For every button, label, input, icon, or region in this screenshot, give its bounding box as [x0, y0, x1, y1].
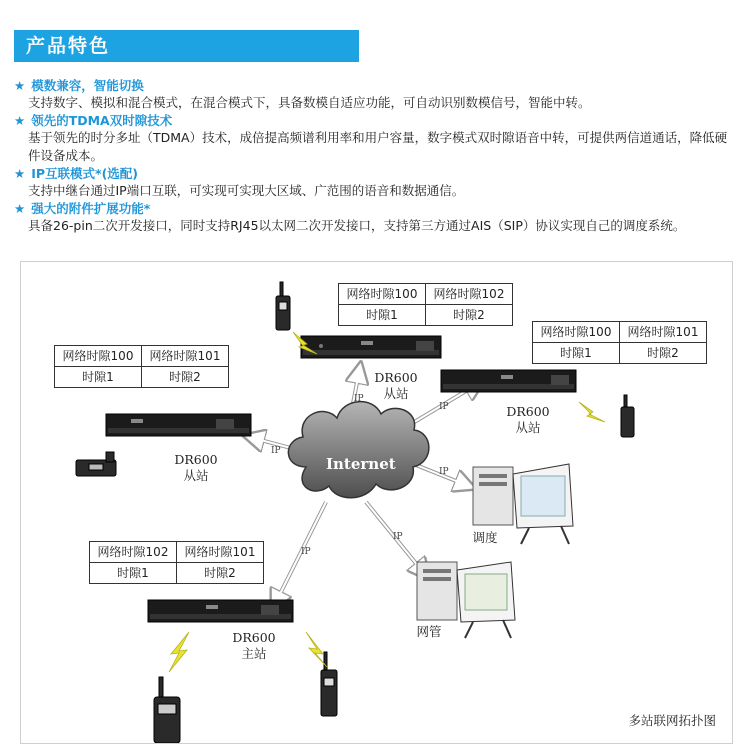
station-label-top: DR600 从站: [374, 370, 418, 401]
feature-item: [14, 165, 739, 200]
feature-list: [14, 77, 739, 235]
repeater-top: [301, 336, 441, 358]
timeslot-table-left: 网络时隙100 网络时隙101 时隙1 时隙2: [54, 345, 229, 388]
timeslot-table-top: 网络时隙100 网络时隙102 时隙1 时隙2: [338, 283, 513, 326]
feature-desc: 基于领先的时分多址（TDMA）技术，成倍提高频谱利用率和用户容量，数字模式双时隙语音中转，可提供两信道通话，降低硬件设备成本。: [28, 130, 728, 163]
feature-title: IP互联模式*(选配): [31, 166, 138, 181]
ip-label: IP: [271, 446, 281, 456]
star-icon: ★: [14, 166, 26, 181]
star-icon: ★: [14, 201, 26, 216]
ip-label: IP: [354, 394, 364, 404]
star-icon: ★: [14, 113, 26, 128]
feature-item: [14, 112, 739, 165]
diagram-caption: 多站联网拓扑图: [628, 713, 716, 728]
station-label-main: DR600 主站: [232, 630, 276, 661]
internet-label: Internet: [326, 455, 396, 473]
feature-title: 模数兼容，智能切换: [31, 78, 144, 93]
radio-handheld-top: [276, 282, 290, 330]
ip-label: IP: [439, 402, 449, 412]
netmgmt-label: 网管: [416, 624, 442, 639]
network-topology-diagram: [20, 261, 733, 744]
radio-handheld-bottom-right: [321, 652, 337, 716]
feature-item: [14, 200, 739, 235]
radio-handheld-right: [621, 395, 634, 437]
timeslot-table-right: 网络时隙100 网络时隙101 时隙1 时隙2: [532, 321, 707, 364]
repeater-left: [106, 414, 251, 436]
timeslot-table-bottom: 网络时隙102 网络时隙101 时隙1 时隙2: [89, 541, 264, 584]
radio-mobile-left: [76, 452, 116, 476]
dispatch-label: 调度: [472, 530, 498, 545]
ip-label: IP: [301, 547, 311, 557]
repeater-main: [148, 600, 293, 622]
station-label-right: DR600 从站: [506, 404, 550, 435]
internet-cloud: [288, 402, 429, 498]
ip-label: IP: [393, 532, 403, 542]
station-label-left: DR600 从站: [174, 452, 218, 483]
ip-label: IP: [439, 467, 449, 477]
feature-item: [14, 77, 739, 112]
feature-desc: 支持中继台通过IP端口互联，可实现可实现大区域、广范围的语音和数据通信。: [28, 183, 465, 198]
star-icon: ★: [14, 78, 26, 93]
feature-title: 领先的TDMA双时隙技术: [31, 113, 173, 128]
feature-title: 强大的附件扩展功能*: [31, 201, 151, 216]
radio-handheld-bottom-left: [154, 677, 180, 743]
repeater-right: [441, 370, 576, 392]
section-title: 产品特色: [26, 35, 111, 57]
feature-desc: 具备26-pin二次开发接口，同时支持RJ45以太网二次开发接口，支持第三方通过AIS（SIP）协议实现自己的调度系统。: [28, 218, 686, 233]
feature-desc: 支持数字、模拟和混合模式，在混合模式下，具备数模自适应功能，可自动识别数模信号，智能中转。: [28, 95, 591, 110]
